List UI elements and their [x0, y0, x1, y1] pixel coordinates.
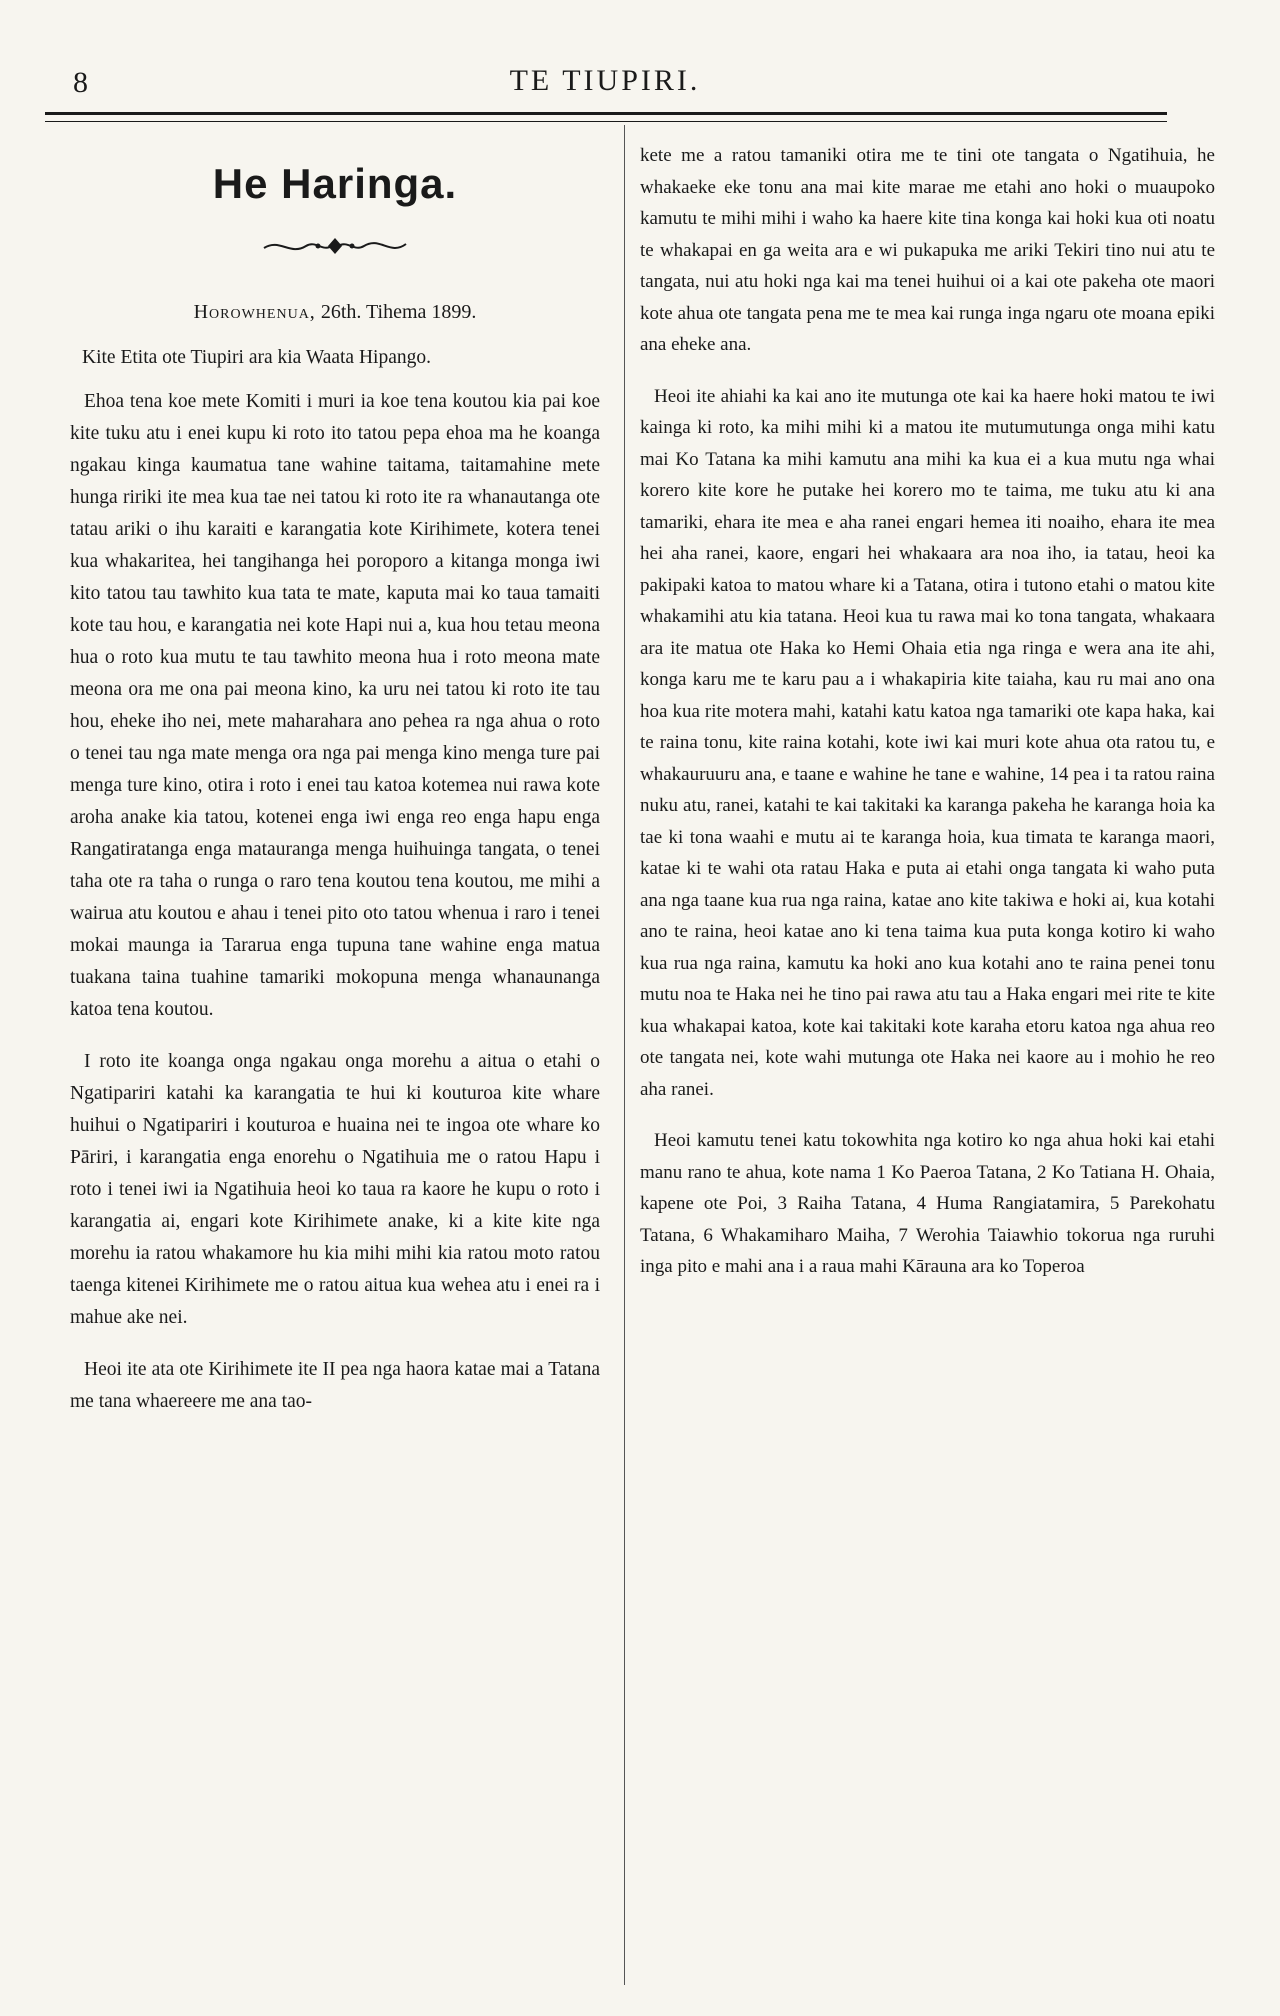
- page-header: [40, 60, 1170, 110]
- ornament-icon: [260, 234, 410, 258]
- left-column: [70, 130, 600, 1418]
- paragraph: I roto ite koanga onga ngakau onga morehu a aitua o etahi o Ngatipariri katahi ka karangatia te hui ki kouturoa kite whare huihui o Ngatipariri i kouturoa e huaina nei te ingoa ote whare ko Pāriri, i karangatia enga enorehu o Ngatihuia me o ratou Hapu i roto i tenei iwi ia Ngatihuia heoi ko taua ra kaore he kupu o roto i karangatia ai, engari kote Kirihimete anake, ki a kite kite nga morehu ia ratou whakamore hu kia mihi mihi kia ratou moto ratou taenga kitenei Kirihimete me o ratou aitua kua wehea atu i enei ra i mahue ake nei.: [70, 1051, 600, 1328]
- dateline-place: Horowhenua,: [193, 301, 316, 323]
- paragraph: Ehoa tena koe mete Komiti i muri ia koe tena koutou kia pai koe kite tuku atu i enei kupu ki roto ito tatou pepa ehoa ma he koanga ngakau kinga kaumatua tane wahine taitama, taitamahine mete hunga ririki ite mea kua tae nei tatou ki roto ite ra whanautanga ote tatau ariki o ihu karaiti e karangatia kote Kirihimete, kotera tenei kua whakaritea, hei tangihanga hei poroporo a kitanga monga iwi kito tatou tau tawhito kua tata te mate, kaputa mai ko taua tamaiti kote tau hou, e karangatia nei kote Hapi nui a, kua hou tetau meona hua o roto kua mutu te tau tawhito meona hua i roto meona mate meona ora me ona pai meona kino, ka uru nei tatou ki roto ite tau hou, eheke iho nei, mete maharahara ano pehea ra nga ahua o roto o tenei tau nga mate menga ora nga pai menga kino menga ture pai menga ture kino, otira i roto i enei tau katoa kotemea nui rawa kote aroha anake kia tatou, kotenei enga iwi enga reo enga hapu enga Rangatiratanga enga matauranga menga huihuinga tangata, o tenei taha ote ra taha o runga o raro tena koutou tena koutou, me mihi a wairua atu koutou e ahau i tenei pito oto tatou whenua i raro i tenei mokai maunga ia Tararua enga tupuna tane wahine enga matua tuakana taina tuahine tamariki mokopuna menga whanaunanga katoa tena koutou.: [70, 391, 600, 1020]
- right-column: [640, 140, 1215, 1283]
- header-rule: [45, 112, 1167, 122]
- paragraph: Heoi ite ahiahi ka kai ano ite mutunga ote kai ka haere hoki matou te iwi kainga ki roto, ka mihi mihi ki a matou ite mutumutunga onga mihi katu mai Ko Tatana ka mihi kamutu ana mihi ka kua ei a kua mutu nga whai korero kite kore he putake hei korero mo te taima, me tuku atu ki ana tamariki, ehara ite mea e aha ranei engari hemea iti noaiho, ehara ite mea hei aha ranei, kaore, engari hei whakaara ara noa iho, ia tatau, heoi ka pakipaki katoa to matou whare ki a Tatana, otira i tutono etahi o matou kite whakamihi atu kia tatana. Heoi kua tu rawa mai ko tona tangata, whakaara ara ite matua ote Haka ko Hemi Ohaia etia nga ringa e wera ana ite ahi, konga karu me te karu pau a i whakapiria kite taiaha, kau ru mai ano ona hoa kua rite motera mahi, katahi katu katoa nga tamariki ote kapa haka, kai te raina tonu, kite raina kotahi, kote iwi kai muri kote ahua ota ratou tu, e whakauruuru ana, e taane e wahine he tane e wahine, 14 pea i ta ratou raina nuku atu, ranei, katahi te kai takitaki ka karanga pakeha he karanga hoia ka tae ki tona waahi e mutu ai te karanga hoia, kua timata te karanga maori, katae ki te wahi ota ratau Haka e puta ai etahi onga tangata ki waho puta ana nga taane kua rua nga raina, katae ano kite takiwa e hoki ai, kua kotahi ano te raina, heoi katae ano ki tena taima kua puta konga kotiro ki waho kua rua nga raina, kamutu ka hoki ano kua kotahi ano te raina penei tonu mutu noa te Haka nei he tino pai rawa atu tau a Haka engari mei rite te kite kua whakapai katoa, kote kai takitaki kote karaha etoru katoa nga ahua reo ote tangata nei, kote wahi mutunga ote Haka nei kaore au i mohio he reo aha ranei.: [640, 385, 1215, 1100]
- paragraph: kete me a ratou tamaniki otira me te tini ote tangata o Ngatihuia, he whakaeke eke tonu ana mai kite marae me etahi ano hoki o muaupoko kamutu te mihi mihi i waho ka haere kite tina konga kai hoki kua oti noatu te whakapai en ga weita ara e wi pukapuka me ariki Tekiri tino nui atu te tangata, nui atu hoki nga kai ma tenei huihui oi a kai ote pakeha ote maori kote ahua ote tangata pena me te mea kai runga inga ngaru ote moana epiki ana eheke ana.: [640, 145, 1215, 355]
- article-title: He Haringa.: [212, 160, 458, 207]
- paragraph: Heoi ite ata ote Kirihimete ite II pea nga haora katae mai a Tatana me tana whaereere me ana tao-: [70, 1359, 600, 1412]
- dateline: [70, 296, 600, 328]
- dateline-date: 26th. Tihema 1899.: [320, 301, 477, 323]
- salutation: Kite Etita ote Tiupiri ara kia Waata Hipango.: [82, 347, 431, 368]
- paragraph: Heoi kamutu tenei katu tokowhita nga kotiro ko nga ahua hoki kai etahi manu rano te ahua, kote nama 1 Ko Paeroa Tatana, 2 Ko Tatiana H. Ohaia, kapene ote Poi, 3 Raiha Tatana, 4 Huma Rangiatamira, 5 Parekohatu Tatana, 6 Whakamiharo Maiha, 7 Werohia Taiawhio tokorua nga ruruhi inga pito e mahi ana i a raua mahi Kārauna ara ko Toperoa: [640, 1130, 1215, 1277]
- running-title: TE TIUPIRI.: [509, 64, 701, 97]
- page-number: 8: [73, 66, 88, 99]
- column-divider: [624, 125, 625, 1985]
